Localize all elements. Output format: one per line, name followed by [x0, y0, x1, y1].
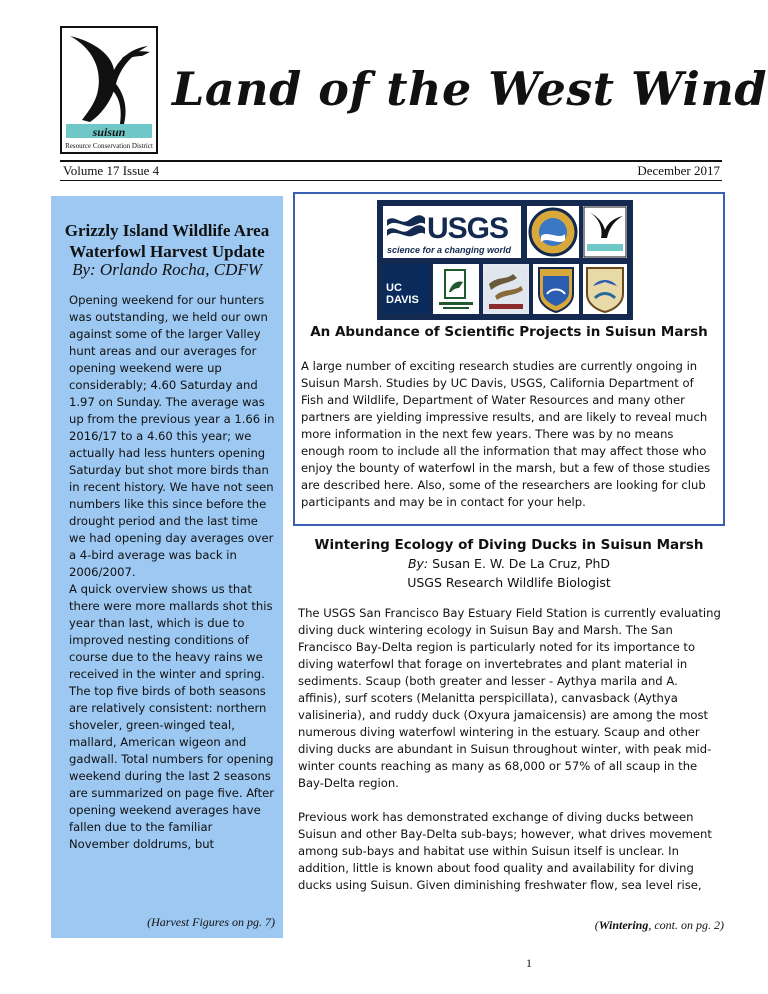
fish-wildlife-service-logo	[583, 264, 627, 314]
cont-open-paren: (	[594, 918, 599, 932]
sidebar-continuation: (Harvest Figures on pg. 7)	[147, 915, 275, 929]
masthead-rule-bottom	[60, 180, 722, 181]
byline-author: Susan E. W. De La Cruz, PhD	[432, 556, 611, 571]
article-continuation	[595, 918, 724, 933]
page-number: 1	[526, 956, 532, 970]
usgs-tagline: science for a changing world	[387, 245, 512, 255]
article-title: Wintering Ecology of Diving Ducks in Suisun Marsh	[314, 537, 704, 553]
ucdavis-logo	[383, 264, 429, 314]
ucdavis-wordmark: UC DAVIS	[386, 282, 419, 306]
sidebar-byline: By: Orlando Rocha, CDFW	[72, 260, 262, 279]
suisun-rcd-logo	[60, 26, 158, 154]
sidebar-title-line2: Waterfowl Harvest Update	[69, 242, 265, 261]
heron-mini-icon	[583, 206, 627, 258]
article-author-role: USGS Research Wildlife Biologist	[407, 575, 611, 590]
partner-logos	[377, 200, 633, 320]
water-resources-seal-icon	[527, 206, 579, 258]
article-byline	[293, 556, 725, 571]
suisun-mini-logo	[583, 206, 627, 258]
science-projects-box	[293, 192, 725, 526]
issue-date: December 2017	[637, 163, 720, 178]
usgs-wordmark: USGS	[427, 212, 509, 245]
california-waterfowl-logo	[483, 264, 529, 314]
ducks-unlimited-icon	[433, 264, 479, 314]
cont-rest: , cont. on pg. 2)	[648, 918, 724, 932]
logo-subtitle: Resource Conservation District	[65, 142, 153, 150]
article-paragraph: Previous work has demonstrated exchange of diving ducks between Suisun and other Bay-Delta sub-bays; however, what drives movement among sub-bays and habitat use within Suisun itself is unclear. In addition, little is known about food quality and availability for diving ducks using Suisun. Given diminishing freshwater flow, sea level rise,	[298, 810, 712, 892]
svg-text:suisun: suisun	[92, 125, 126, 139]
ducks-unlimited-logo	[433, 264, 479, 314]
dwr-seal-logo	[527, 206, 579, 258]
cont-word: Wintering	[598, 918, 649, 932]
newsletter-title: Land of the West Wind	[172, 62, 768, 116]
harvest-update-sidebar	[51, 196, 283, 938]
byline-prefix: By:	[407, 556, 429, 571]
feature-body: A large number of exciting research studies are currently ongoing in Suisun Marsh. Studies by UC Davis, USGS, California Department of Fish and Wildlife, Department of Water Resources and many other partners are yielding impressive results, and are likely to reveal much more information in the next few years. There was by no means enough room to include all the information that may affect those who enjoy the bounty of waterfowl in the marsh, but a few of those studies are described here. Also, some of the researchers are looking for club participants and may be in contact for your help.	[301, 359, 711, 509]
article-body	[298, 605, 724, 911]
feature-title: An Abundance of Scientific Projects in Suisun Marsh	[310, 324, 708, 340]
sidebar-title-line1: Grizzly Island Wildlife Area	[64, 221, 270, 240]
sidebar-body	[69, 292, 275, 853]
article-paragraph: The USGS San Francisco Bay Estuary Field Station is currently evaluating diving duck wintering ecology in Suisun Bay and Marsh. The San Francisco Bay-Delta region is particularly noted for its importance to diving waterfowl that forage on invertebrates and plant material in sediments. Scaup (both greater and lesser - Aythya marila and A. affinis), surf scoters (Melanitta perspicillata), canvasback (Aythya valisineria), and ruddy duck (Oxyura jamaicensis) are among the most numerous diving waterfowl wintering in the estuary. Scaup and other diving ducks are abundant in Suisun throughout winter, with peak mid-winter counts reaching as many as 68,000 or 57% of all scaup in the Bay-Delta region.	[298, 606, 721, 790]
sidebar-paragraph: Opening weekend for our hunters was outstanding, we held our own against some of the larger Valley hunt areas and our averages for opening weekend were up considerably; 4.60 Saturday and 1.97 on Sunday. The average was up from the previous year a 1.66 in 2016/17 to a 4.60 this year; we actually had less hunters opening Saturday but shot more birds than in recent history. We have not seen numbers like this since before the drought period and the last time we had opening day averages over a 4-bird average was back in 2006/2007.	[69, 293, 275, 579]
usgs-logo	[383, 206, 521, 258]
fws-shield-icon	[583, 264, 627, 314]
cdfw-logo	[533, 264, 579, 314]
volume-issue: Volume 17 Issue 4	[63, 163, 160, 178]
masthead-rule-top	[60, 160, 722, 162]
heron-logo-icon	[62, 28, 156, 152]
usgs-wave-icon	[387, 212, 425, 242]
sidebar-title	[51, 220, 283, 262]
california-shield-icon	[533, 264, 579, 314]
flying-ducks-icon	[483, 264, 529, 314]
sidebar-paragraph: A quick overview shows us that there were more mallards shot this year than last, which is due to improved nesting conditions of course due to the heavy rains we received in the winter and spring. The top five birds of both seasons are relatively consistent: northern shoveler, green-winged teal, mallard, American wigeon and gadwall. Total numbers for opening weekend during the last 2 seasons are summarized on page five. After opening weekend averages have fallen due to the familiar November doldrums, but	[69, 582, 275, 851]
